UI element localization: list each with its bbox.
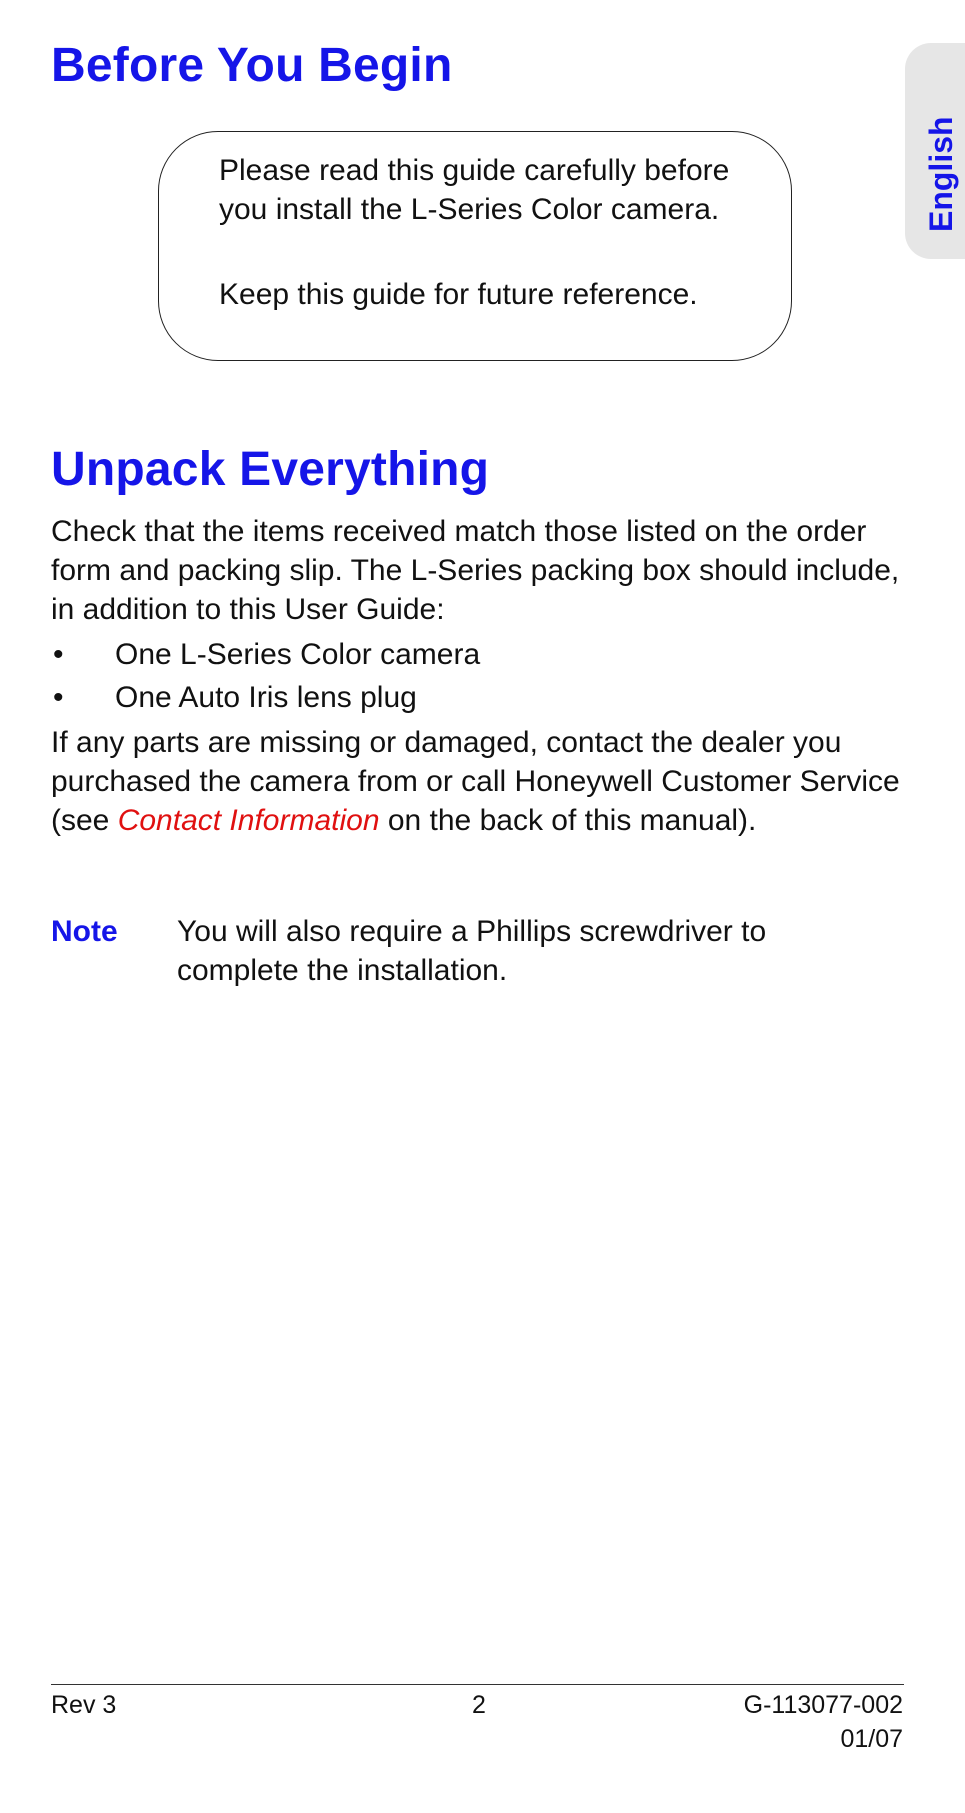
- missing-parts-paragraph: [51, 723, 911, 840]
- notice-paragraph-keep-guide: Keep this guide for future reference.: [219, 278, 698, 311]
- before-you-begin-heading: Before You Begin: [51, 39, 453, 92]
- footer-document-number: G-113077-002: [743, 1691, 903, 1719]
- list-item-text: One Auto Iris lens plug: [115, 681, 417, 714]
- missing-parts-text-start: If any parts are missing or damaged, contact the dealer you purchased the camera from or call Honeywell Customer Service (see: [51, 726, 900, 837]
- footer-revision: Rev 3: [51, 1691, 117, 1719]
- list-item-text: One L-Series Color camera: [115, 638, 481, 671]
- unpack-everything-heading: Unpack Everything: [51, 443, 490, 496]
- list-item: [51, 635, 911, 678]
- footer-document-info: [744, 1688, 903, 1756]
- footer-page-number: 2: [472, 1691, 486, 1719]
- bullet-icon: •: [53, 681, 64, 714]
- language-tab-label: English: [923, 116, 959, 232]
- missing-parts-text-end: on the back of this manual).: [379, 804, 757, 837]
- bullet-icon: •: [53, 638, 64, 671]
- unpack-intro-paragraph: Check that the items received match those listed on the order form and packing slip. The L-Series packing box should include, in addition to this User Guide:: [51, 515, 900, 626]
- notice-paragraph-read-guide: Please read this guide carefully before you install the L-Series Color camera.: [219, 154, 730, 226]
- footer-date: 01/07: [840, 1725, 903, 1753]
- list-item: [51, 678, 911, 721]
- note-text: You will also require a Phillips screwdriver to complete the installation.: [177, 915, 767, 987]
- contact-information-link[interactable]: Contact Information: [117, 804, 380, 837]
- footer-divider: [51, 1684, 904, 1685]
- note-label: Note: [51, 915, 118, 948]
- package-contents-list: [51, 635, 911, 721]
